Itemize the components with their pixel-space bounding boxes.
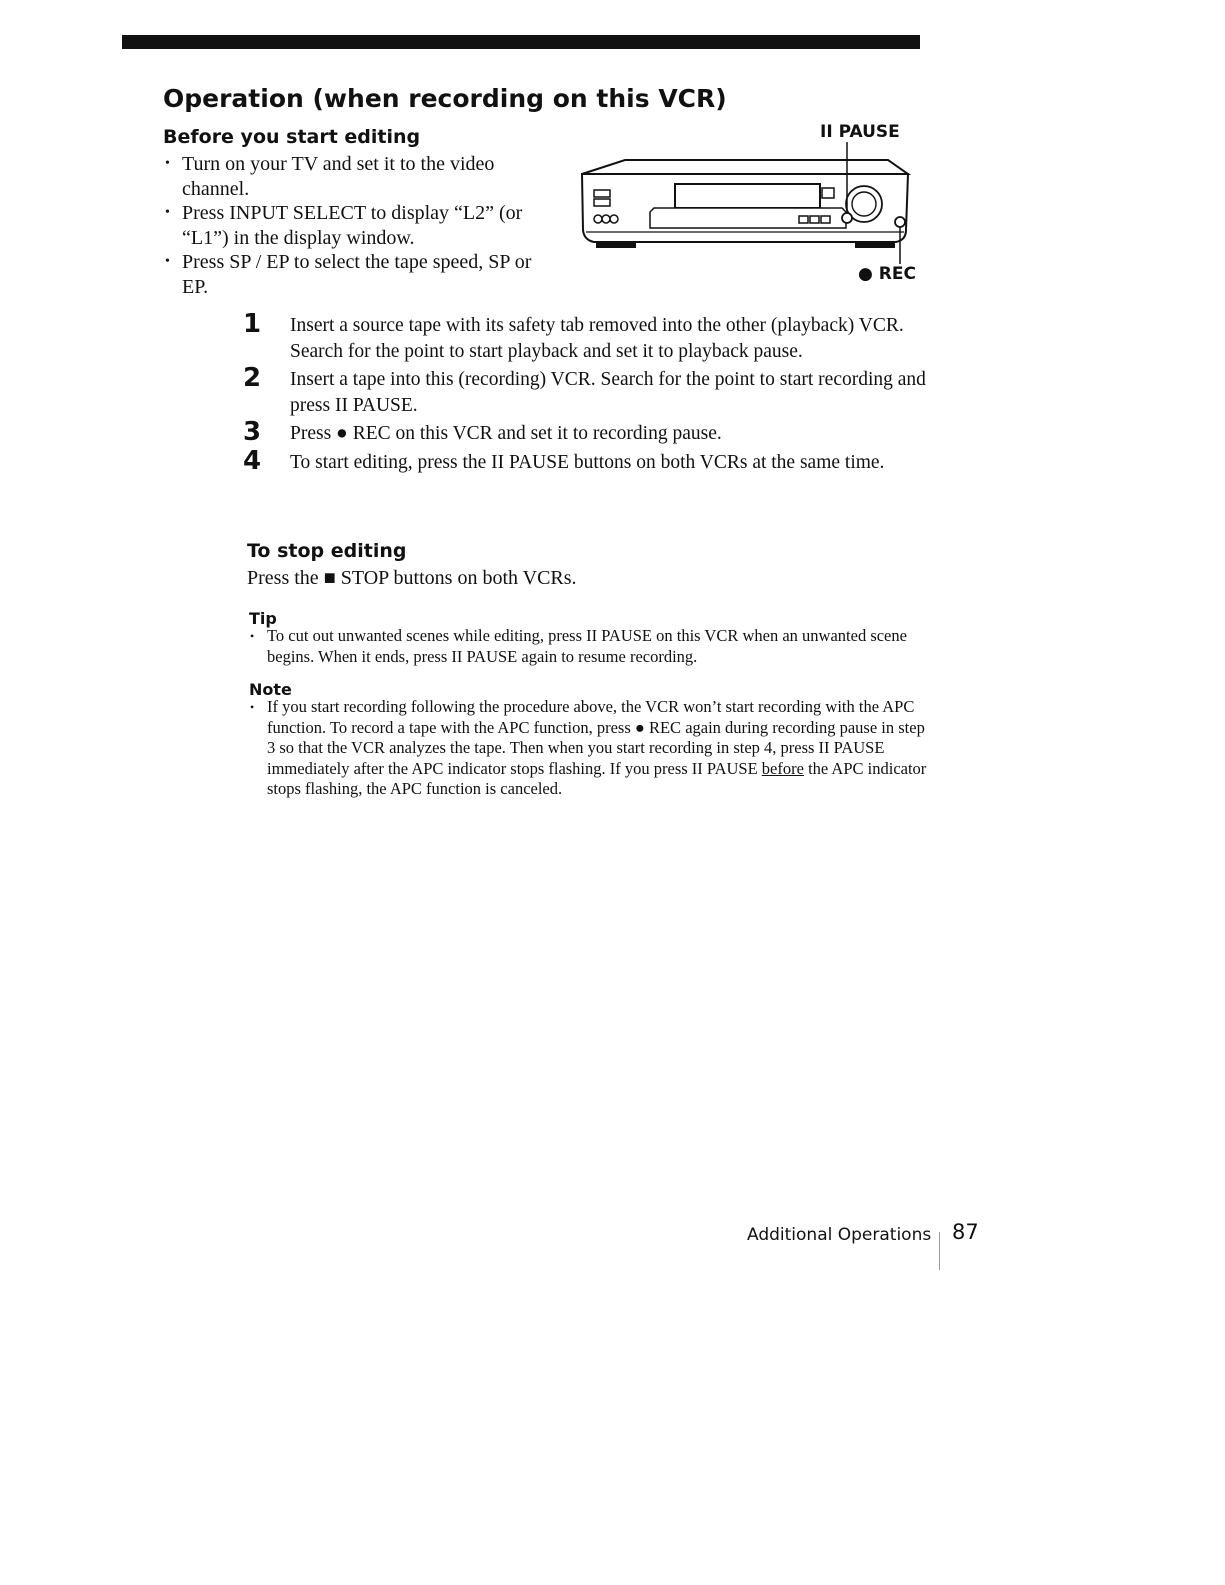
page-number: 87 bbox=[952, 1220, 979, 1244]
stop-editing-text: Press the ■ STOP buttons on both VCRs. bbox=[247, 567, 577, 589]
list-item: • To cut out unwanted scenes while editing, press II PAUSE on this VCR when an unwanted scene begins. When it ends, press II PAUSE again to resume recording. bbox=[249, 626, 929, 667]
tip-list bbox=[249, 626, 929, 667]
step-number: 3 bbox=[243, 417, 262, 447]
list-item: • Turn on your TV and set it to the video channel. bbox=[163, 152, 533, 201]
step-text: To start editing, press the II PAUSE buttons on both VCRs at the same time. bbox=[290, 451, 885, 473]
rec-label: ● REC bbox=[858, 264, 916, 284]
tip-heading: Tip bbox=[249, 609, 277, 628]
note-heading: Note bbox=[249, 680, 292, 699]
footer-divider bbox=[939, 1232, 940, 1270]
top-rule bbox=[122, 35, 920, 49]
before-heading: Before you start editing bbox=[163, 126, 421, 148]
stop-editing-heading: To stop editing bbox=[247, 540, 407, 562]
step-number: 4 bbox=[243, 445, 262, 476]
note-text-part1: If you start recording following the procedure above, the VCR won’t start recording with the APC function. To record a tape with the APC function, press ● REC again during recording pause in step 3 so that the VCR analyzes the tape. Then when you start recording in step 4, press II PAUSE immediately after the APC indicator stops flashing. If you press II PAUSE bbox=[267, 697, 925, 778]
page-title: Operation (when recording on this VCR) bbox=[163, 84, 727, 113]
step-2 bbox=[243, 363, 943, 418]
pause-label: II PAUSE bbox=[820, 122, 900, 142]
before-list bbox=[163, 152, 533, 299]
step-text: Insert a tape into this (recording) VCR. Search for the point to start recording and press II PAUSE. bbox=[290, 369, 926, 416]
step-3 bbox=[243, 417, 943, 447]
step-text: Press ● REC on this VCR and set it to recording pause. bbox=[290, 423, 722, 444]
footer-section-title: Additional Operations bbox=[747, 1225, 932, 1245]
step-number: 1 bbox=[243, 309, 262, 339]
list-item: • Press INPUT SELECT to display “L2” (or “L1”) in the display window. bbox=[163, 201, 533, 250]
list-item bbox=[249, 697, 929, 800]
step-4 bbox=[243, 445, 943, 476]
list-item: • Press SP / EP to select the tape speed, SP or EP. bbox=[163, 250, 533, 299]
note-text-part2: the APC indicator stops flashing, the APC function is canceled. bbox=[267, 758, 927, 798]
vcr-illustration bbox=[570, 118, 930, 293]
step-number: 2 bbox=[243, 363, 262, 393]
step-1 bbox=[243, 309, 943, 364]
steps-list bbox=[243, 309, 943, 478]
note-list bbox=[249, 697, 929, 800]
note-underlined-word: before bbox=[761, 758, 804, 778]
step-text: Insert a source tape with its safety tab removed into the other (playback) VCR. Search for the point to start playback and set it to playback pause. bbox=[290, 315, 904, 362]
